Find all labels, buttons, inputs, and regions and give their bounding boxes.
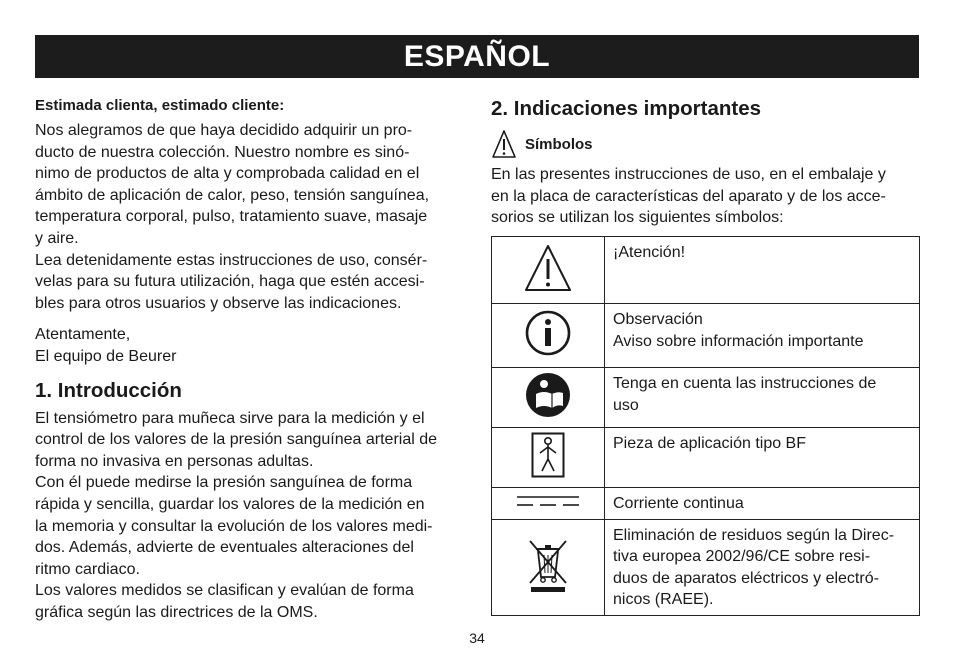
weee-crossed-bin-icon [526, 537, 570, 593]
welcome-paragraph: Nos alegramos de que haya decidido adquirir un pro- ducto de nuestra colección. Nuestro nombre es sinó- nimo de productos de alta y comprobada calidad en el ámbito de aplicación de calor, peso, tensión sanguínea, temperatura corporal, pulso, tratamiento suave, masaje y aire. [35, 122, 430, 247]
read-manual-icon [525, 372, 571, 418]
symbols-label: Símbolos [525, 135, 593, 153]
symbols-table [491, 236, 920, 616]
important-info-heading: 2. Indicaciones importantes [491, 97, 761, 120]
read-instructions-paragraph: Lea detenidamente estas instrucciones de uso, consér- velas para su futura utilización, haga que estén accesi- bles para otros usuarios y observe las indicaciones. [35, 251, 428, 312]
symbols-subheading [491, 128, 921, 160]
right-column [491, 96, 921, 229]
symbols-intro: En las presentes instrucciones de uso, en el embalaje y en la placa de características del aparato y de los acce- sorios se utilizan los siguientes símbolos: [491, 166, 886, 227]
page-number: 34 [469, 630, 485, 646]
table-row: Corriente continua [492, 488, 920, 520]
warning-triangle-icon [523, 243, 573, 293]
table-row: Eliminación de residuos según la Direc- tiva europea 2002/96/CE sobre resi- duos de aparatos eléctricos y electró- nicos (RAEE). [492, 519, 920, 615]
warning-triangle-icon [491, 129, 517, 159]
language-banner [35, 35, 919, 78]
left-column [35, 96, 465, 623]
banner-title: ESPAÑOL [403, 39, 551, 73]
table-row: Tenga en cuenta las instrucciones de uso [492, 368, 920, 428]
type-bf-applied-part-icon [531, 432, 565, 478]
table-row: ¡Atención! [492, 237, 920, 304]
table-row: Pieza de aplicación tipo BF [492, 428, 920, 488]
greeting: Estimada clienta, estimado cliente: [35, 97, 285, 114]
table-row: Observación Aviso sobre información importante [492, 304, 920, 368]
intro-heading: 1. Introducción [35, 378, 182, 402]
intro-paragraph: El tensiómetro para muñeca sirve para la medición y el control de los valores de la presión sanguínea arterial de forma no invasiva en personas adultas. Con él puede medirse la presión sanguínea de forma rápida y sencilla, guardar los valores de la medición en la memoria y consultar la evolución de los valores medi- dos. Además, advierte de eventuales alteraciones del ritmo cardiaco. Los valores medidos se clasifican y evalúan de forma gráfica según las directrices de la OMS. [35, 409, 438, 621]
closing: Atentamente, El equipo de Beurer [35, 326, 177, 365]
direct-current-icon [515, 493, 581, 509]
info-icon [525, 310, 571, 356]
